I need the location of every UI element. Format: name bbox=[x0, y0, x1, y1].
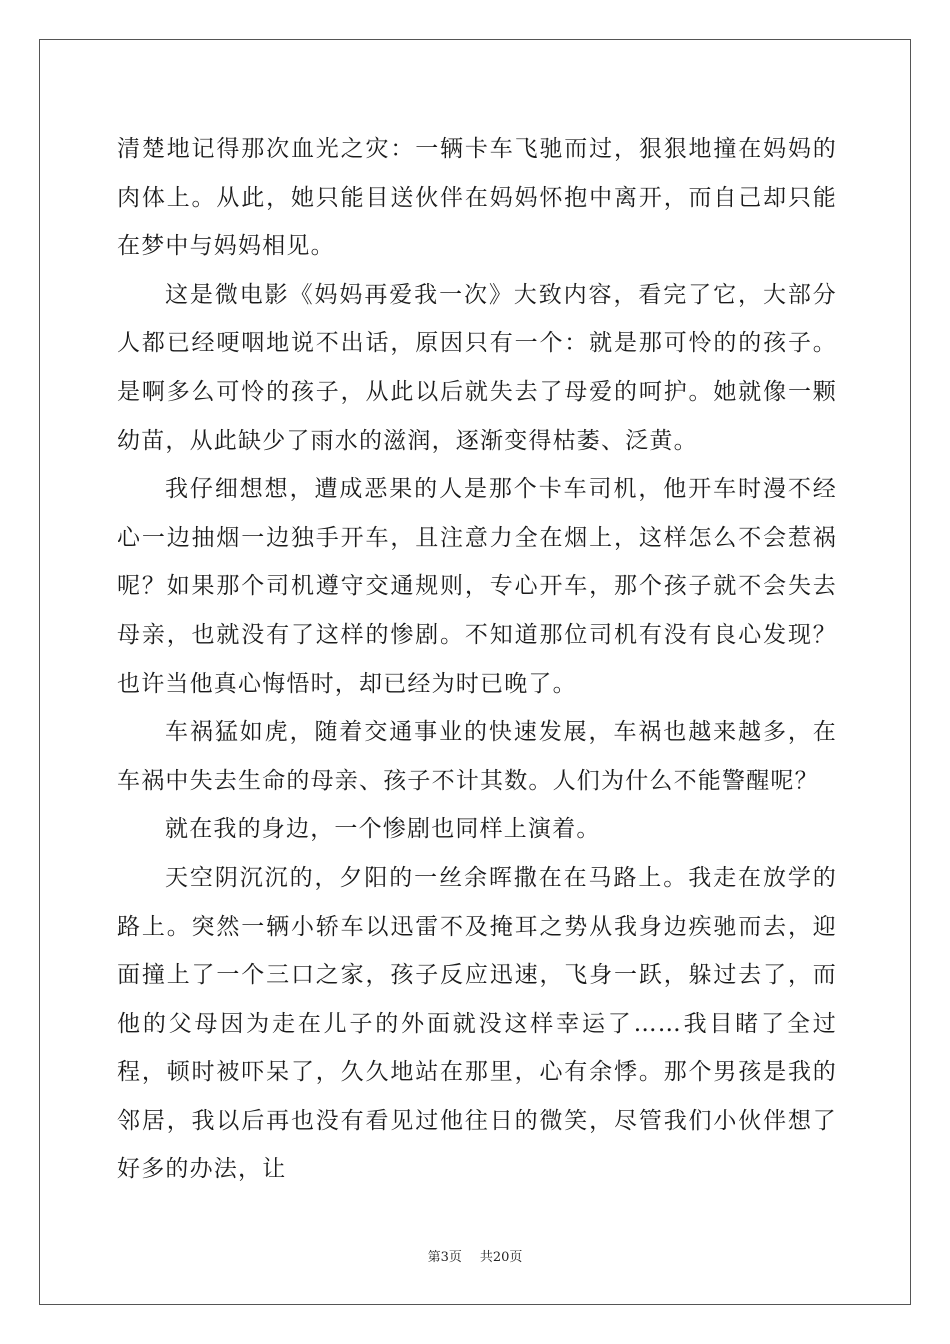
paragraph: 就在我的身边，一个惨剧也同样上演着。 bbox=[165, 816, 601, 843]
paragraph: 天空阴沉沉的，夕阳的一丝余晖撒在在马路上。我走在放学的路上。突然一辆小轿车以迅雷不及掩耳之势从我身边疾驰而去，迎面撞上了一个三口之家，孩子反应迅速，飞身一跃，躲过去了，而他的父母因为走在儿子的外面就没这样幸运了……我目睹了全过程，顿时被吓呆了，久久地站在那里，心有余悸。那个男孩是我的邻居，我以后再也没有看见过他往日的微笑，尽管我们小伙伴想了好多的办法，让 bbox=[117, 864, 837, 1183]
page-number-total: 共20页 bbox=[479, 1250, 523, 1265]
paragraph: 车祸猛如虎，随着交通事业的快速发展，车祸也越来越多，在车祸中失去生命的母亲、孩子不计其数。人们为什么不能警醒呢？ bbox=[117, 719, 837, 794]
paragraph-continuation: 清楚地记得那次血光之灾：一辆卡车飞驰而过，狠狠地撞在妈妈的肉体上。从此，她只能目送伙伴在妈妈怀抱中离开，而自己却只能在梦中与妈妈相见。 bbox=[117, 136, 837, 260]
page-footer bbox=[0, 1246, 950, 1265]
paragraph: 我仔细想想，遭成恶果的人是那个卡车司机，他开车时漫不经心一边抽烟一边独手开车，且注意力全在烟上，这样怎么不会惹祸呢？如果那个司机遵守交通规则，专心开车，那个孩子就不会失去母亲，也就没有了这样的惨剧。不知道那位司机有没有良心发现？也许当他真心悔悟时，却已经为时已晚了。 bbox=[117, 476, 837, 697]
document-body bbox=[117, 125, 837, 1194]
paragraph: 这是微电影《妈妈再爱我一次》大致内容，看完了它，大部分人都已经哽咽地说不出话，原因只有一个：就是那可怜的的孩子。是啊多么可怜的孩子，从此以后就失去了母爱的呵护。她就像一颗幼苗，从此缺少了雨水的滋润，逐渐变得枯萎、泛黄。 bbox=[117, 281, 837, 454]
page-number-current: 第3页 bbox=[427, 1250, 462, 1265]
